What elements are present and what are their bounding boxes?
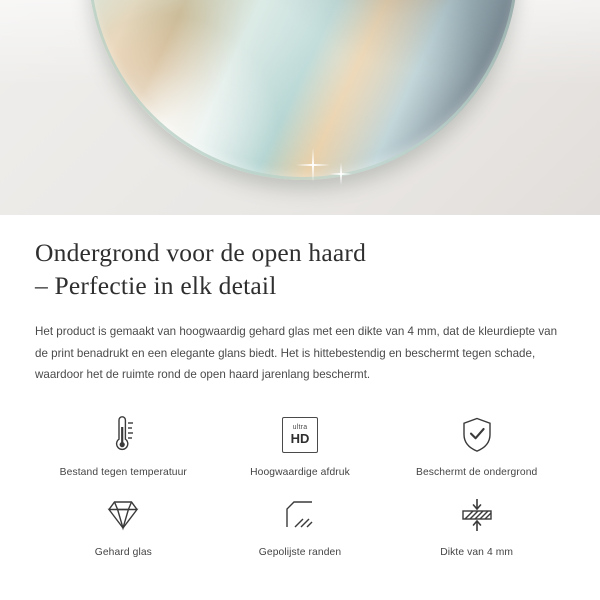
product-description: Het product is gemaakt van hoogwaardig gehard glas met een dikte van 4 mm, dat de kleurdiepte van de print benadrukt en een elegante glans biedt. Het is hittebestendig en beschermt tegen schade, waardoor het de ruimte rond de open haard jarenlang beschermt.: [35, 325, 558, 382]
badge-bottom-text: HD: [290, 431, 310, 447]
feature-grid: [35, 412, 565, 558]
feature-label: Bestand tegen temperatuur: [59, 466, 187, 478]
shield-check-icon: [459, 412, 495, 458]
badge-top-text: ultra: [292, 424, 308, 432]
feature-label: Hoogwaardige afdruk: [250, 466, 350, 478]
feature-item-tempered-glass: [35, 492, 212, 558]
page-title-line-1: Ondergrond voor de open haard: [35, 238, 367, 267]
feature-label: Gepolijste randen: [258, 546, 342, 558]
feature-item-polished-edges: [212, 492, 389, 558]
feature-item-print-quality: [212, 412, 389, 478]
content-area: [0, 215, 600, 558]
thermometer-icon: [108, 412, 138, 458]
ultra-hd-badge-icon: [282, 412, 318, 458]
feature-label: Beschermt de ondergrond: [415, 466, 538, 478]
feature-label: Gehard glas: [94, 546, 152, 558]
polished-edges-icon: [281, 492, 319, 538]
feature-item-surface-protection: [388, 412, 565, 478]
feature-item-temperature: [35, 412, 212, 478]
thickness-4mm-icon: [457, 492, 497, 538]
hero-image: [0, 0, 600, 215]
page-title: [35, 237, 565, 302]
feature-label: Dikte van 4 mm: [440, 546, 514, 558]
page-title-line-2: – Perfectie in elk detail: [35, 270, 277, 300]
feature-item-thickness: [388, 492, 565, 558]
diamond-icon: [103, 492, 143, 538]
